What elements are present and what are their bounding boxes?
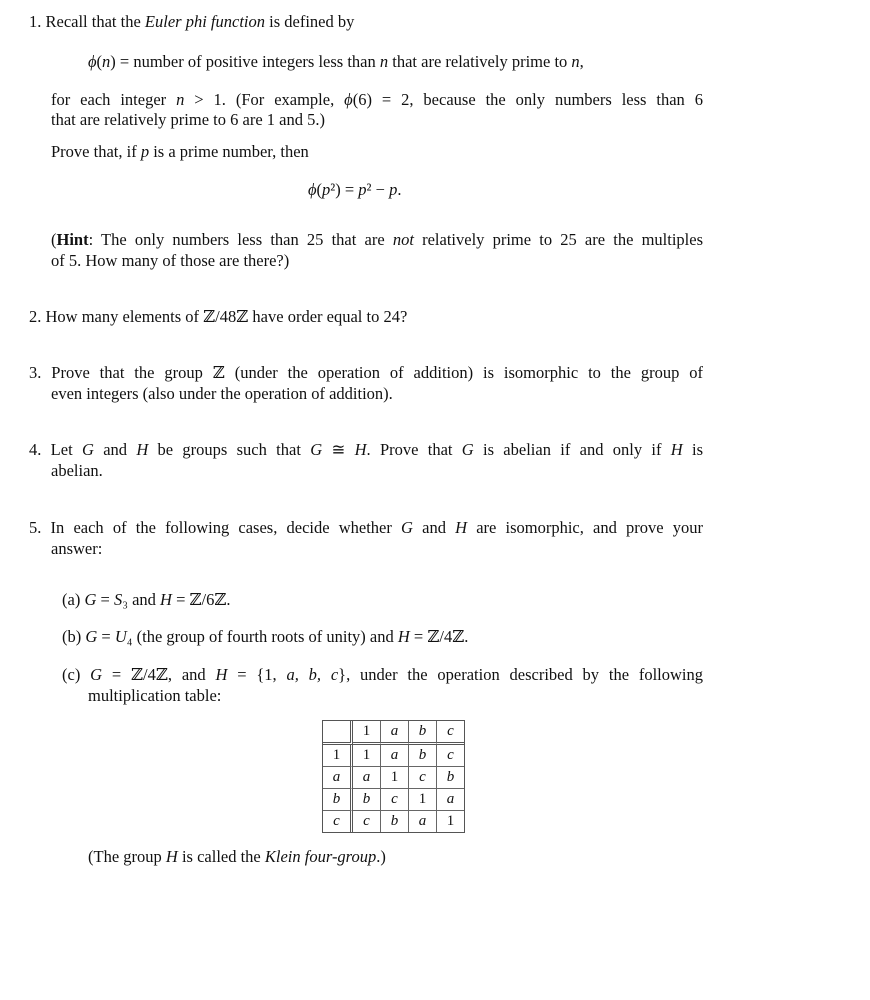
text-segment: (b): [62, 627, 86, 646]
text-segment: is called the: [177, 847, 265, 866]
text-segment: . Prove that: [366, 440, 462, 459]
math-italic-text: p: [322, 180, 331, 199]
problem-4-line-2: [51, 461, 103, 481]
math-italic-text: n: [571, 52, 580, 71]
text-segment: (a): [62, 590, 85, 609]
euler-phi-definition: [88, 52, 584, 72]
text-segment: 2. How many elements of ℤ/48ℤ have order equal to 24?: [29, 307, 408, 326]
table-cell: 1: [446, 813, 455, 829]
problem-5-line-1: [29, 518, 703, 538]
math-italic-text: ϕ: [88, 52, 97, 71]
math-italic-text: p: [358, 180, 367, 199]
text-segment: ≅: [322, 440, 355, 459]
math-italic-text: S: [113, 590, 123, 609]
text-segment: > 1. (For example,: [184, 90, 345, 109]
text-segment: ,: [579, 52, 584, 71]
table-row: [323, 811, 464, 832]
table-cell: c: [437, 721, 464, 745]
text-segment: }, under the operation described by the following: [338, 665, 703, 684]
text-segment: (The group: [88, 847, 166, 866]
text-segment: ₃ and: [122, 590, 161, 609]
text-segment: 5. In each of the following cases, decide whether: [29, 518, 402, 537]
text-segment: .: [376, 847, 381, 866]
text-segment: Prove that, if: [51, 142, 141, 161]
math-italic-text: a, b, c: [286, 665, 339, 684]
bold-text: Hint: [56, 230, 89, 249]
math-italic-text: G: [84, 590, 97, 609]
text-segment: ) = number of positive integers less than: [110, 52, 380, 71]
problem-5c-line-2: [88, 686, 221, 706]
problem-5b: [62, 627, 468, 647]
row-label-cell: a: [323, 767, 353, 789]
table-cell: c: [437, 745, 464, 767]
math-italic-text: H: [670, 440, 683, 459]
math-italic-text: Klein four-group: [264, 847, 377, 866]
text-segment: (: [51, 230, 57, 249]
math-italic-text: n: [176, 90, 185, 109]
math-italic-text: H: [160, 590, 172, 609]
text-segment: ²) =: [330, 180, 359, 199]
text-segment: is: [682, 440, 703, 459]
math-italic-text: p: [140, 142, 150, 161]
text-segment: even integers (also under the operation of addition).: [51, 384, 393, 403]
text-segment: that are relatively prime to: [388, 52, 572, 71]
math-italic-text: H: [165, 847, 178, 866]
table-cell: 1: [409, 789, 437, 811]
table-cell: c: [409, 767, 437, 789]
table-row: [323, 767, 464, 789]
hint-line-2: [51, 251, 289, 271]
table-cell: a: [437, 789, 464, 811]
problem-5c-line-1: [62, 665, 703, 685]
problem-2: [29, 307, 407, 327]
problem-1-prove-statement: [51, 142, 309, 162]
table-cell: b: [381, 811, 409, 832]
text-segment: for each integer: [51, 90, 177, 109]
math-italic-text: n: [379, 52, 389, 71]
problem-3-line-1: [29, 363, 703, 383]
row-label-cell: [323, 721, 353, 745]
text-segment: (: [316, 180, 323, 199]
table-cell: a: [353, 767, 381, 789]
text-segment: and: [93, 440, 137, 459]
text-segment: is abelian if and only if: [473, 440, 671, 459]
text-segment: of 5. How many of those are there?): [51, 251, 290, 270]
hint-line-1: [51, 230, 703, 250]
math-italic-text: p: [389, 180, 398, 199]
text-segment: ² −: [366, 180, 390, 199]
row-label-cell: b: [323, 789, 353, 811]
text-segment: that are relatively prime to 6 are 1 and 5.): [51, 110, 325, 129]
table-cell: a: [409, 811, 437, 832]
math-italic-text: G: [461, 440, 474, 459]
klein-four-group-note: [88, 847, 386, 867]
text-segment: =: [96, 590, 114, 609]
text-segment: (c): [62, 665, 91, 684]
math-italic-text: H: [136, 440, 149, 459]
table-cell: b: [353, 789, 381, 811]
table-cell: b: [409, 721, 437, 745]
text-segment: 4. Let: [29, 440, 82, 459]
math-italic-text: G: [401, 518, 413, 537]
table-cell: a: [381, 745, 409, 767]
math-italic-text: H: [215, 665, 228, 684]
text-segment: .: [397, 180, 402, 199]
table-header-row: [323, 721, 464, 745]
text-segment: (: [96, 52, 103, 71]
text-segment: = ℤ/4ℤ.: [409, 627, 469, 646]
text-segment: are isomorphic, and prove your: [467, 518, 703, 537]
text-segment: is defined by: [265, 12, 355, 31]
text-segment: multiplication table:: [88, 686, 222, 705]
text-segment: 1. Recall that the: [29, 12, 145, 31]
text-segment: = ℤ/6ℤ.: [171, 590, 231, 609]
table-cell: b: [409, 745, 437, 767]
math-italic-text: G: [90, 665, 103, 684]
math-italic-text: ϕ: [344, 90, 353, 109]
problem-1-text-line-1: [51, 90, 703, 110]
problem-4-line-1: [29, 440, 703, 460]
text-segment: ): [380, 847, 386, 866]
table-row: [323, 745, 464, 767]
math-italic-text: Euler phi function: [144, 12, 265, 31]
phi-p-squared-formula: [308, 180, 401, 200]
problem-1-text-line-2: [51, 110, 325, 130]
text-segment: ₄ (the group of fourth roots of unity) and: [126, 627, 398, 646]
table-cell: a: [381, 721, 409, 745]
text-segment: abelian.: [51, 461, 103, 480]
table-cell: 1: [353, 721, 381, 745]
math-italic-text: H: [354, 440, 367, 459]
math-italic-text: H: [455, 518, 468, 537]
row-label-cell: 1: [323, 745, 353, 767]
math-italic-text: G: [81, 440, 94, 459]
text-segment: be groups such that: [148, 440, 311, 459]
problem-1-intro: [29, 12, 354, 32]
table-cell: c: [381, 789, 409, 811]
problem-5a: [62, 590, 231, 610]
table-cell: b: [437, 767, 464, 789]
math-italic-text: G: [85, 627, 98, 646]
klein-multiplication-table: [322, 720, 465, 833]
text-segment: = ℤ/4ℤ, and: [102, 665, 216, 684]
math-italic-text: H: [397, 627, 410, 646]
problem-5-line-2: [51, 539, 102, 559]
math-italic-text: not: [392, 230, 414, 249]
row-label-cell: c: [323, 811, 353, 832]
table-cell: 1: [353, 745, 381, 767]
text-segment: relatively prime to 25 are the multiples: [413, 230, 703, 249]
math-italic-text: ϕ: [308, 180, 317, 199]
text-segment: 3. Prove that the group ℤ (under the operation of addition) is isomorphic to the group of: [29, 363, 703, 382]
text-segment: (6) = 2, because the only numbers less than 6: [352, 90, 703, 109]
text-segment: = {1,: [227, 665, 287, 684]
table-cell: 1: [381, 767, 409, 789]
text-segment: answer:: [51, 539, 103, 558]
problem-3-line-2: [51, 384, 393, 404]
table-cell: c: [353, 811, 381, 832]
text-segment: and: [412, 518, 456, 537]
text-segment: is a prime number, then: [149, 142, 309, 161]
math-italic-text: U: [114, 627, 127, 646]
math-italic-text: G: [310, 440, 323, 459]
table-row: [323, 789, 464, 811]
text-segment: =: [97, 627, 115, 646]
math-italic-text: n: [102, 52, 111, 71]
text-segment: : The only numbers less than 25 that are: [88, 230, 393, 249]
